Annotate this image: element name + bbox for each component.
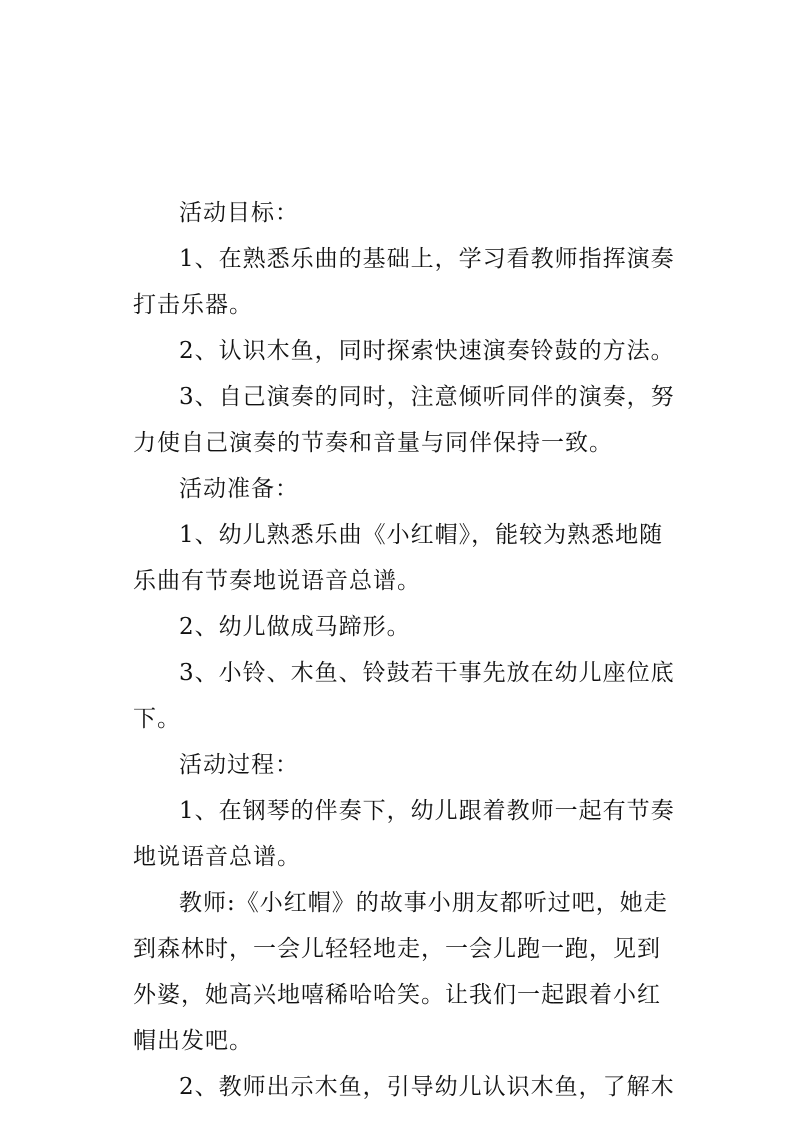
text-line: 下。	[133, 706, 181, 732]
text-line: 1、在钢琴的伴奏下，幼儿跟着教师一起有节奏	[179, 798, 675, 824]
heading-process	[133, 742, 673, 788]
prep-item-2	[133, 604, 673, 650]
heading-goals	[133, 190, 673, 236]
process-item-1	[133, 788, 673, 880]
text-line: 1、在熟悉乐曲的基础上，学习看教师指挥演奏	[179, 246, 675, 272]
text-line: 活动目标：	[179, 200, 299, 226]
text-line: 2、教师出示木鱼，引导幼儿认识木鱼，了解木	[179, 1074, 675, 1100]
text-line: 1、幼儿熟悉乐曲《小红帽》，能较为熟悉地随	[179, 522, 664, 548]
prep-item-1	[133, 512, 673, 604]
goal-item-1	[133, 236, 673, 328]
text-line: 力使自己演奏的节奏和音量与同伴保持一致。	[133, 430, 613, 456]
document-body	[133, 190, 673, 1110]
text-line: 到森林时，一会儿轻轻地走，一会儿跑一跑，见到	[133, 936, 661, 962]
process-item-2	[133, 1064, 673, 1110]
text-line: 外婆，她高兴地嘻稀哈哈笑。让我们一起跟着小红	[133, 982, 661, 1008]
text-line: 2、幼儿做成马蹄形。	[179, 614, 411, 640]
prep-item-3	[133, 650, 673, 742]
text-line: 3、自己演奏的同时，注意倾听同伴的演奏，努	[179, 384, 675, 410]
goal-item-3	[133, 374, 673, 466]
text-line: 地说语音总谱。	[133, 844, 301, 870]
text-line: 教师:《小红帽》的故事小朋友都听过吧，她走	[179, 890, 668, 916]
text-line: 乐曲有节奏地说语音总谱。	[133, 568, 421, 594]
text-line: 打击乐器。	[133, 292, 253, 318]
teacher-speech	[133, 880, 673, 1064]
text-line: 帽出发吧。	[133, 1028, 253, 1054]
goal-item-2	[133, 328, 673, 374]
text-line: 活动过程：	[179, 752, 299, 778]
text-line: 2、认识木鱼，同时探索快速演奏铃鼓的方法。	[179, 338, 675, 364]
text-line: 3、小铃、木鱼、铃鼓若干事先放在幼儿座位底	[179, 660, 675, 686]
heading-preparation	[133, 466, 673, 512]
text-line: 活动准备：	[179, 476, 299, 502]
